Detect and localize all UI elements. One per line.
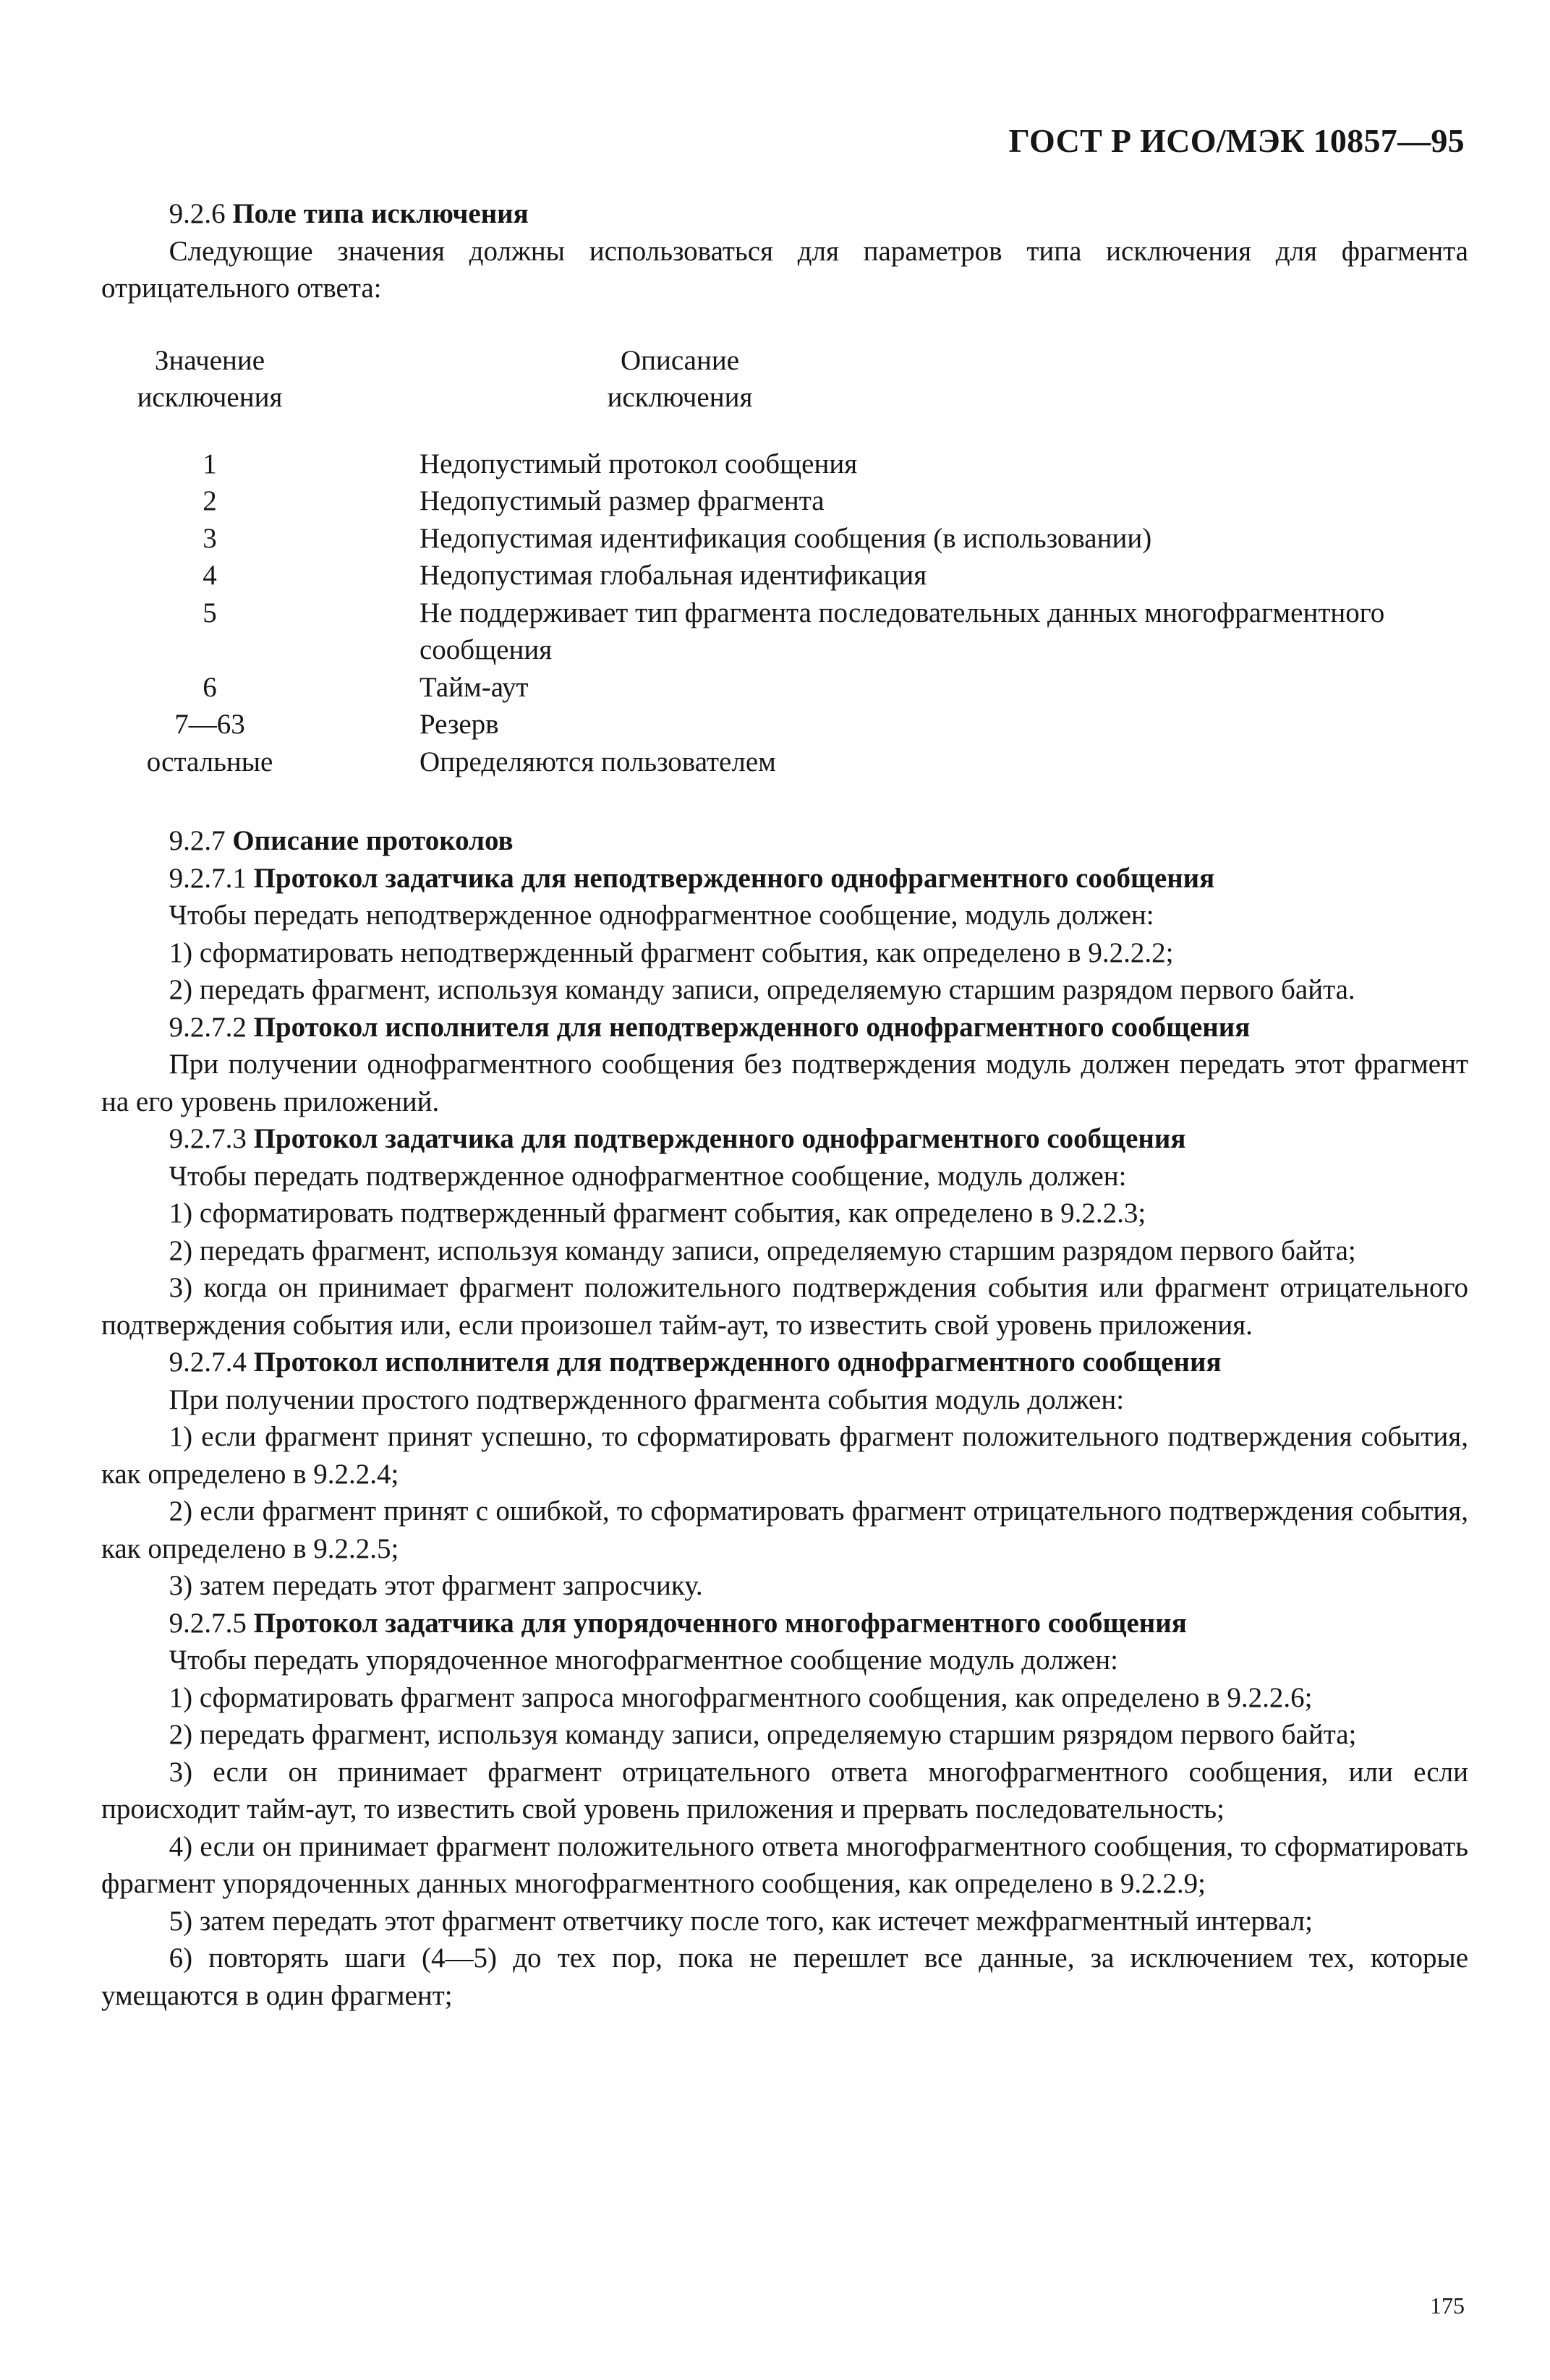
exception-value-cell: остальные xyxy=(146,746,273,777)
page-number: 175 xyxy=(1430,2292,1465,2319)
section-number: 9.2.6 xyxy=(169,198,226,229)
section-number: 9.2.7.1 xyxy=(169,862,247,894)
section-title: Протокол исполнителя для подтвержденного однофрагментного сообщения xyxy=(253,1347,1222,1378)
section-heading xyxy=(101,1009,1468,1046)
exception-value-cell: 5 xyxy=(203,597,217,628)
exception-value-cell: 6 xyxy=(203,671,217,703)
section-intro-paragraph: Следующие значения должны использоваться для параметров типа исключения для фрагмента отрицательного ответа: xyxy=(101,235,1468,304)
table-row xyxy=(101,482,1468,520)
section-paragraph: 3) когда он принимает фрагмент положительного подтверждения события или фрагмент отрицательного подтверждения события или, если произошел тайм-аут, то известить свой уровень приложения. xyxy=(101,1272,1468,1341)
section-title: Протокол задатчика для неподтвержденного однофрагментного сообщения xyxy=(253,862,1215,894)
section-title: Протокол задатчика для упорядоченного многофрагментного сообщения xyxy=(253,1607,1187,1639)
section-heading xyxy=(101,1605,1468,1642)
section-paragraph: 1) сформатировать подтвержденный фрагмент события, как определено в 9.2.2.3; xyxy=(169,1198,1146,1229)
table-rows xyxy=(101,445,1468,781)
section-title: Протокол исполнителя для неподтвержденного однофрагментного сообщения xyxy=(253,1011,1251,1043)
table-row xyxy=(101,706,1468,743)
section-number: 9.2.7 xyxy=(169,825,226,856)
section-title: Протокол задатчика для подтвержденного однофрагментного сообщения xyxy=(253,1123,1186,1154)
section-paragraph: 1) сформатировать неподтвержденный фрагмент события, как определено в 9.2.2.2; xyxy=(169,937,1174,968)
section-paragraph: 2) передать фрагмент, используя команду записи, определяемую старшим рязрядом первого байта; xyxy=(169,1719,1357,1750)
exception-value-cell: 1 xyxy=(203,448,217,479)
table-row xyxy=(101,557,1468,594)
section-heading-9-2-6 xyxy=(101,195,1468,233)
section-heading xyxy=(101,1120,1468,1158)
exception-description-cell: Недопустимая идентификация сообщения (в использовании) xyxy=(420,522,1152,554)
exception-value-cell: 3 xyxy=(203,522,217,554)
section-paragraph: 2) передать фрагмент, используя команду записи, определяемую старшим разрядом первого байта; xyxy=(169,1234,1356,1266)
table-row xyxy=(101,743,1468,781)
section-number: 9.2.7.5 xyxy=(169,1607,247,1639)
section-paragraph: 6) повторять шаги (4—5) до тех пор, пока не перешлет все данные, за исключением тех, которые умещаются в один фрагмент; xyxy=(101,1942,1468,2011)
exception-description-cell: Не поддерживает тип фрагмента последовательных данных многофрагментного сообщения xyxy=(420,597,1385,665)
section-heading xyxy=(101,1344,1468,1381)
section-paragraph: 3) если он принимает фрагмент отрицательного ответа многофрагментного сообщения, или если происходит тайм-аут, то известить свой уровень приложения и прервать последовательность; xyxy=(101,1756,1468,1825)
table-row xyxy=(101,520,1468,558)
section-paragraph: 4) если он принимает фрагмент положительного ответа многофрагментного сообщения, то сформатировать фрагмент упорядоченных данных многофрагментного сообщения, как определено в 9.2.2.9; xyxy=(101,1830,1468,1899)
document-body xyxy=(101,195,1468,2014)
section-paragraph: 1) если фрагмент принят успешно, то сформатировать фрагмент положительного подтверждения события, как определено в 9.2.2.4; xyxy=(101,1421,1468,1490)
section-paragraph: При получении однофрагментного сообщения без подтверждения модуль должен передать этот фрагмент на его уровень приложений. xyxy=(101,1049,1468,1117)
exception-description-cell: Недопустимый размер фрагмента xyxy=(420,485,825,516)
section-paragraph: 1) сформатировать фрагмент запроса многофрагментного сообщения, как определено в 9.2.2.6; xyxy=(169,1681,1313,1713)
table-row xyxy=(101,445,1468,483)
exception-description-cell: Недопустимый протокол сообщения xyxy=(420,448,858,479)
exception-description-cell: Недопустимая глобальная идентификация xyxy=(420,560,927,591)
exception-description-cell: Определяются пользователем xyxy=(420,746,776,777)
exception-value-cell: 7—63 xyxy=(174,709,245,740)
section-number: 9.2.7.4 xyxy=(169,1347,247,1378)
section-heading xyxy=(101,822,1468,860)
section-paragraph: 5) затем передать этот фрагмент ответчику после того, как истечет межфрагментный интервал; xyxy=(169,1905,1313,1937)
document-header: ГОСТ Р ИСО/МЭК 10857—95 xyxy=(1008,122,1465,159)
section-paragraph: 3) затем передать этот фрагмент запросчику. xyxy=(169,1570,703,1601)
exception-value-cell: 2 xyxy=(203,485,217,516)
exception-value-cell: 4 xyxy=(203,560,217,591)
section-paragraph: При получении простого подтвержденного фрагмента события модуль должен: xyxy=(169,1383,1125,1415)
table-row xyxy=(101,594,1468,669)
section-paragraph: 2) если фрагмент принят с ошибкой, то сформатировать фрагмент отрицательного подтверждения события, как определено в 9.2.2.5; xyxy=(101,1496,1468,1564)
section-number: 9.2.7.2 xyxy=(169,1011,247,1043)
section-paragraph: Чтобы передать упорядоченное многофрагментное сообщение модуль должен: xyxy=(169,1645,1118,1676)
section-paragraph: 2) передать фрагмент, используя команду записи, определяемую старшим разрядом первого байта. xyxy=(169,974,1355,1005)
exception-description-cell: Резерв xyxy=(420,709,499,740)
section-number: 9.2.7.3 xyxy=(169,1123,247,1154)
table-row xyxy=(101,669,1468,707)
section-paragraph: Чтобы передать неподтвержденное однофрагментное сообщение, модуль должен: xyxy=(169,900,1154,931)
column-header-value: Значение исключения xyxy=(137,344,283,413)
section-title: Поле типа исключения xyxy=(232,198,529,229)
exception-type-table xyxy=(101,342,1468,781)
exception-description-cell: Тайм-аут xyxy=(420,671,529,703)
section-heading xyxy=(101,860,1468,897)
table-header xyxy=(101,342,1468,417)
section-paragraph: Чтобы передать подтвержденное однофрагментное сообщение, модуль должен: xyxy=(169,1160,1127,1192)
protocol-sections xyxy=(101,822,1468,2014)
column-header-description: Описание исключения xyxy=(607,344,753,413)
section-title: Описание протоколов xyxy=(232,825,514,856)
